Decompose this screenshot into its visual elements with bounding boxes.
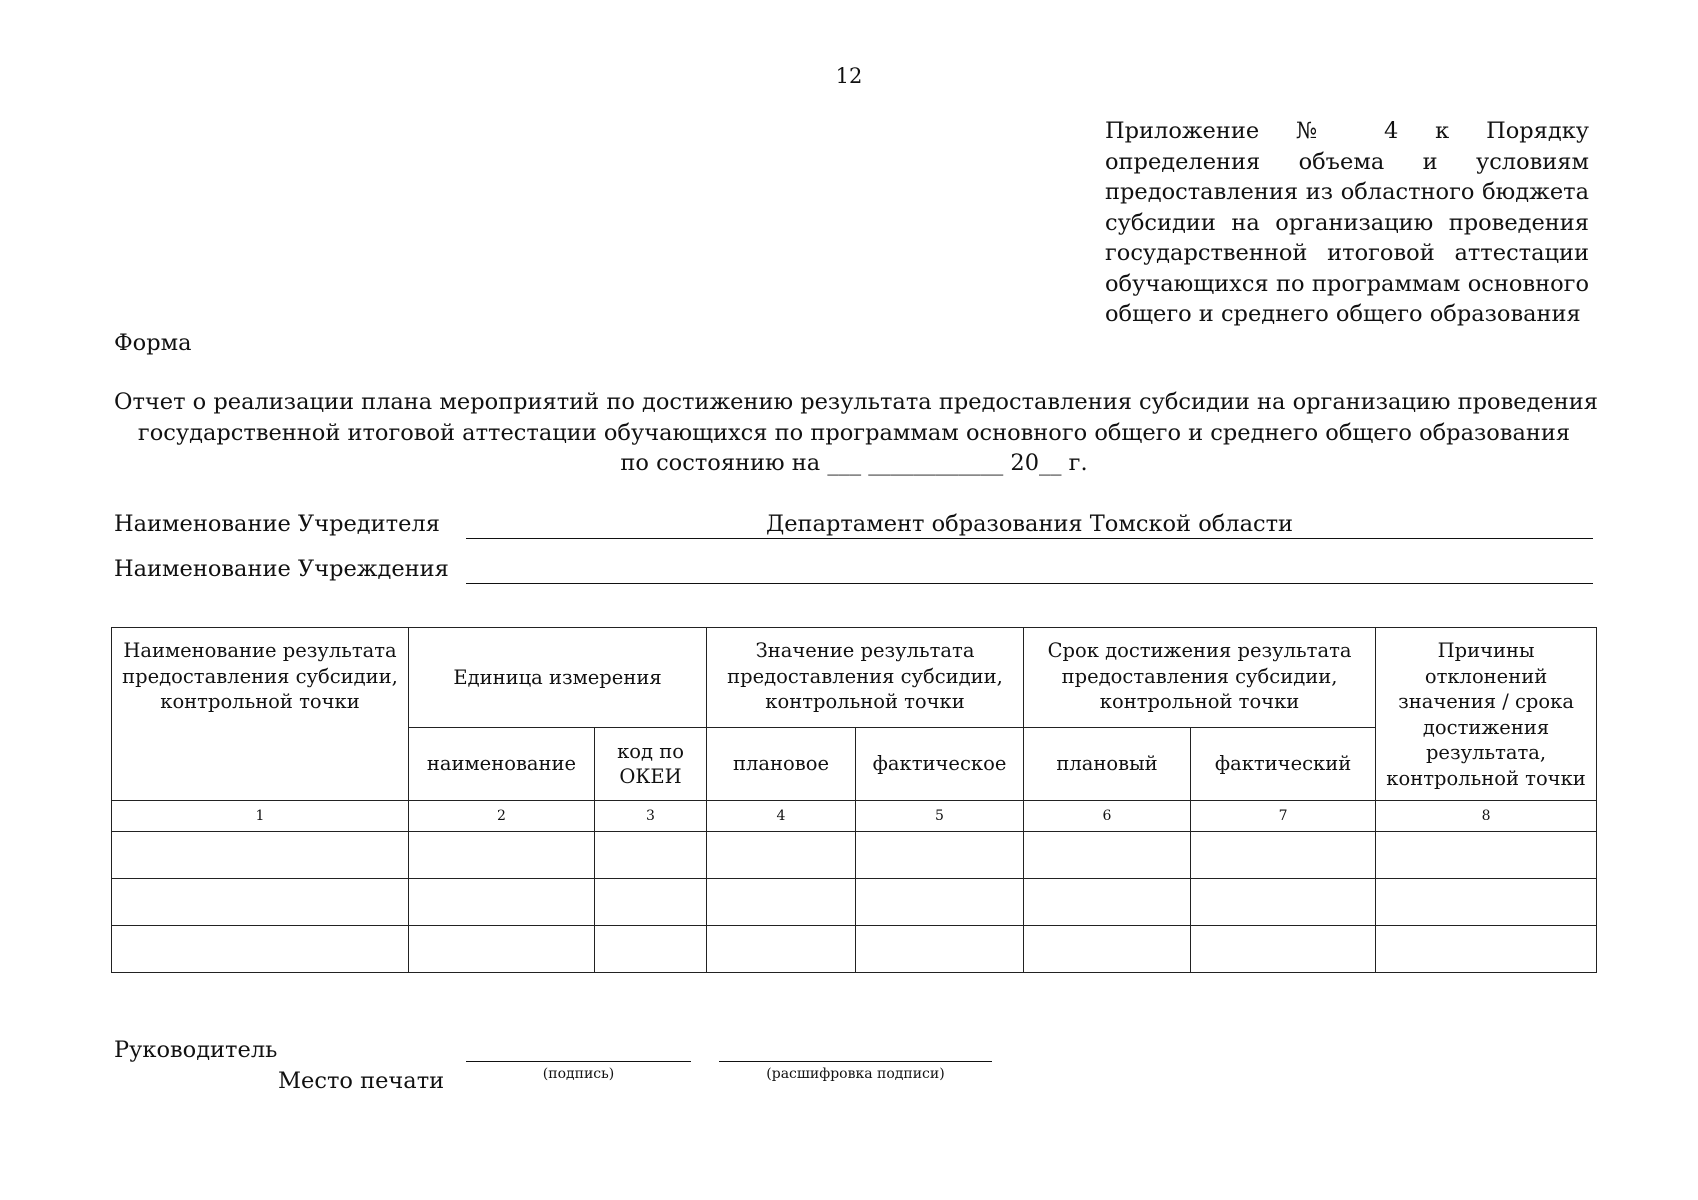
column-number: 3 bbox=[595, 801, 707, 832]
column-number: 1 bbox=[112, 801, 409, 832]
header-value: Значение результата предоставления субсидии, контрольной точки bbox=[707, 628, 1024, 728]
table-cell bbox=[409, 832, 595, 879]
signer-label: Руководитель bbox=[114, 1037, 278, 1063]
report-title-line-1: Отчет о реализации плана мероприятий по достижению результата предоставления субсидии на организацию проведения bbox=[114, 389, 1598, 415]
founder-underline bbox=[466, 538, 1593, 539]
page-number: 12 bbox=[835, 64, 863, 88]
column-number: 5 bbox=[856, 801, 1024, 832]
header-row-1 bbox=[112, 628, 1597, 728]
table-cell bbox=[1191, 832, 1376, 879]
header-deadline-actual: фактический bbox=[1191, 728, 1376, 801]
signature-line bbox=[466, 1061, 691, 1062]
signature-caption: (подпись) bbox=[542, 1066, 615, 1082]
table-row bbox=[112, 926, 1597, 973]
column-numbers-row bbox=[112, 801, 1597, 832]
table-cell bbox=[409, 879, 595, 926]
institution-label: Наименование Учреждения bbox=[114, 556, 449, 582]
table-cell bbox=[1024, 832, 1191, 879]
table-cell bbox=[856, 832, 1024, 879]
signature-decoding-caption: (расшифровка подписи) bbox=[766, 1066, 945, 1082]
founder-value: Департамент образования Томской области bbox=[765, 511, 1294, 537]
table-cell bbox=[1191, 879, 1376, 926]
header-value-planned: плановое bbox=[707, 728, 856, 801]
header-value-actual: фактическое bbox=[856, 728, 1024, 801]
table-cell bbox=[707, 926, 856, 973]
table-cell bbox=[707, 832, 856, 879]
table-cell bbox=[1376, 879, 1597, 926]
column-number: 8 bbox=[1376, 801, 1597, 832]
table-cell bbox=[112, 879, 409, 926]
header-unit-code: код по ОКЕИ bbox=[595, 728, 707, 801]
column-number: 2 bbox=[409, 801, 595, 832]
stamp-label: Место печати bbox=[278, 1068, 445, 1094]
form-label: Форма bbox=[114, 330, 192, 356]
table-cell bbox=[1191, 926, 1376, 973]
header-result-name: Наименование результата предоставления субсидии, контрольной точки bbox=[112, 628, 409, 801]
table-cell bbox=[856, 879, 1024, 926]
table-row bbox=[112, 879, 1597, 926]
table-cell bbox=[1024, 879, 1191, 926]
column-number: 4 bbox=[707, 801, 856, 832]
report-date-line: по состоянию на ___ ____________ 20__ г. bbox=[620, 450, 1088, 476]
founder-label: Наименование Учредителя bbox=[114, 511, 440, 537]
table-cell bbox=[595, 832, 707, 879]
table-row bbox=[112, 832, 1597, 879]
signature-decoding-line bbox=[719, 1061, 992, 1062]
header-unit-name: наименование bbox=[409, 728, 595, 801]
header-deadline: Срок достижения результата предоставления субсидии, контрольной точки bbox=[1024, 628, 1376, 728]
table-cell bbox=[707, 879, 856, 926]
institution-underline bbox=[466, 583, 1593, 584]
table-cell bbox=[1376, 832, 1597, 879]
table-cell bbox=[595, 879, 707, 926]
report-title bbox=[114, 387, 1598, 479]
column-number: 6 bbox=[1024, 801, 1191, 832]
header-deadline-planned: плановый bbox=[1024, 728, 1191, 801]
table-cell bbox=[1024, 926, 1191, 973]
appendix-note: Приложение № 4 к Порядку определения объема и условиям предоставления из областного бюджета субсидии на организацию проведения государственной итоговой аттестации обучающихся по программам основного общего и среднего общего образования bbox=[1105, 118, 1589, 327]
table-cell bbox=[1376, 926, 1597, 973]
table-cell bbox=[856, 926, 1024, 973]
report-table bbox=[111, 627, 1597, 973]
table-cell bbox=[595, 926, 707, 973]
table-cell bbox=[112, 926, 409, 973]
header-unit: Единица измерения bbox=[409, 628, 707, 728]
header-reasons: Причины отклонений значения / срока достижения результата, контрольной точки bbox=[1376, 628, 1597, 801]
table-cell bbox=[409, 926, 595, 973]
report-title-line-2: государственной итоговой аттестации обучающихся по программам основного общего и среднего общего образования bbox=[137, 419, 1571, 446]
table-cell bbox=[112, 832, 409, 879]
column-number: 7 bbox=[1191, 801, 1376, 832]
